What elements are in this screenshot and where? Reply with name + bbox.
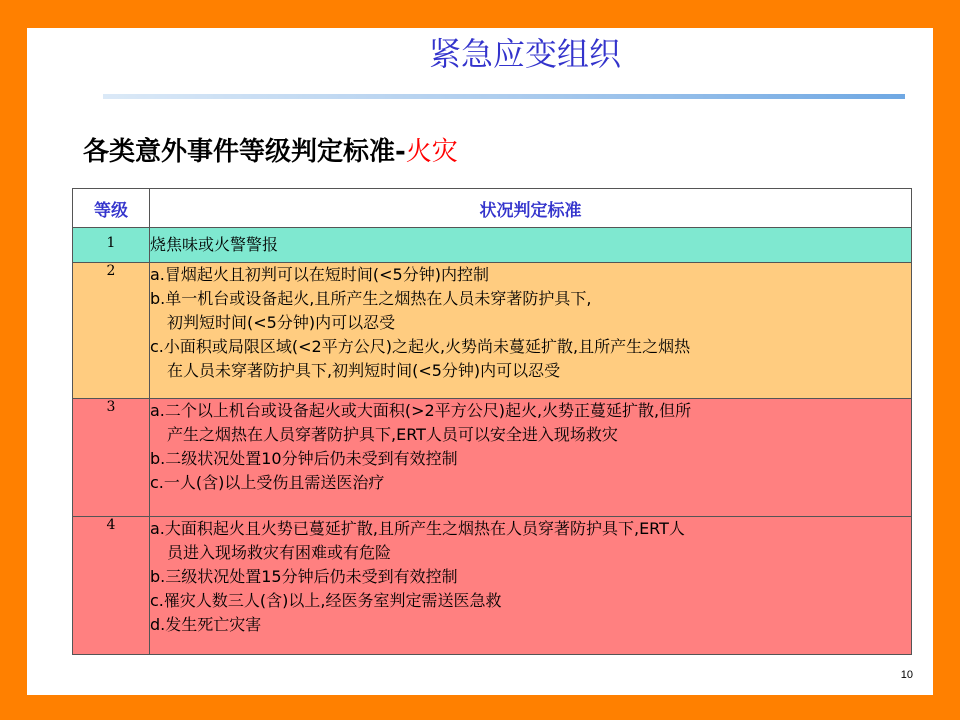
header-criteria: 状况判定标准 (150, 189, 912, 228)
header-level: 等级 (73, 189, 150, 228)
page-number: 10 (900, 669, 913, 681)
criteria-line: b.二级状况处置10分钟后仍未受到有效控制 (150, 449, 458, 468)
criteria-line: c.一人(含)以上受伤且需送医治疗 (150, 473, 385, 492)
criteria-line: a.二个以上机台或设备起火或大面积(>2平方公尺)起火,火势正蔓延扩散,但所 产生之烟热在人员穿著防护具下,ERT人员可以安全进入现场救灾 (150, 401, 692, 444)
criteria-line: d.发生死亡灾害 (150, 615, 262, 634)
slide-title: 紧急应变组织 (428, 35, 621, 73)
table-row-level-4 (73, 517, 912, 655)
criteria-line: c.罹灾人数三人(含)以上,经医务室判定需送医急救 (150, 591, 502, 610)
criteria-cell (150, 399, 912, 517)
fire-level-criteria-table (72, 188, 912, 655)
slide (27, 28, 933, 695)
section-subtitle (83, 134, 458, 170)
table-row-level-3 (73, 399, 912, 517)
criteria-cell (150, 517, 912, 655)
criteria-line: b.单一机台或设备起火,且所产生之烟热在人员未穿著防护具下, 初判短时间(<5分钟)内可以忍受 (150, 289, 592, 332)
level-cell: 3 (73, 399, 150, 517)
criteria-line: a.冒烟起火且初判可以在短时间(<5分钟)内控制 (150, 265, 489, 284)
subtitle-main: 各类意外事件等级判定标准- (83, 137, 406, 167)
criteria-cell (150, 263, 912, 399)
level-cell: 2 (73, 263, 150, 399)
criteria-line: b.三级状况处置15分钟后仍未受到有效控制 (150, 567, 458, 586)
title-underline (103, 94, 905, 99)
level-cell: 4 (73, 517, 150, 655)
criteria-line: a.大面积起火且火势已蔓延扩散,且所产生之烟热在人员穿著防护具下,ERT人 员进入现场救灾有困难或有危险 (150, 519, 685, 562)
criteria-cell (150, 228, 912, 263)
subtitle-highlight: 火灾 (405, 137, 458, 167)
table-header-row (73, 189, 912, 228)
table-row-level-1 (73, 228, 912, 263)
table-row-level-2 (73, 263, 912, 399)
criteria-line: 烧焦味或火警警报 (150, 235, 279, 254)
level-cell: 1 (73, 228, 150, 263)
criteria-line: c.小面积或局限区域(<2平方公尺)之起火,火势尚未蔓延扩散,且所产生之烟热 在人员未穿著防护具下,初判短时间(<5分钟)内可以忍受 (150, 337, 691, 380)
